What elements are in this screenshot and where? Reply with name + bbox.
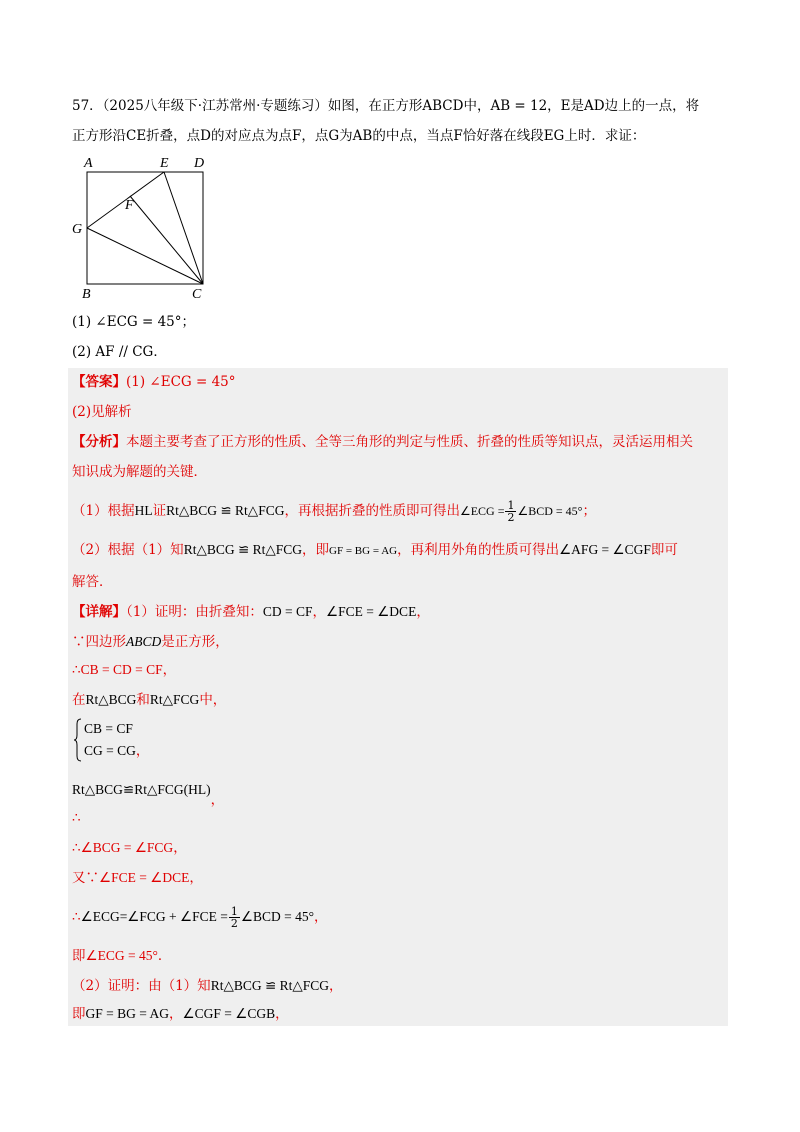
detail-line-7 <box>72 838 187 858</box>
analysis-tag: 【分析】 <box>72 434 126 450</box>
label-b: B <box>82 287 91 302</box>
detail-4e: 中， <box>199 692 227 708</box>
answer-tag: 【答案】 <box>72 374 126 390</box>
detail-7b: ∠BCG = ∠FCG <box>80 840 174 855</box>
question-part-1: (1) ∠ECG = 45°； <box>72 314 196 330</box>
segment-gc <box>87 228 203 284</box>
analysis-frac-den: 2 <box>507 511 515 524</box>
detail-9c: ∠BCD = 45° <box>240 909 315 924</box>
detail-1c: ， <box>312 604 326 620</box>
question-line-2: 正方形沿CE折叠，点D的对应点为点F，点G为AB的中点，当点F恰好落在线段EG上时．求证： <box>72 128 646 144</box>
system-row-1: CB = CF <box>84 721 133 736</box>
question-part-2: (2) AF // CG． <box>72 344 167 360</box>
detail-2c: 是正方形， <box>161 634 229 650</box>
detail-10b: ∠ECG = 45° <box>85 948 158 963</box>
analysis-3a: （1）根据 <box>72 503 135 519</box>
label-c: C <box>192 287 202 302</box>
analysis-3i: ； <box>582 503 596 519</box>
detail-12a: 即 <box>72 1006 86 1022</box>
detail-6c: ， <box>210 792 225 808</box>
analysis-4b: Rt△BCG ≌ Rt△FCG <box>183 542 303 557</box>
detail-line-3 <box>72 660 176 680</box>
detail-12e: ， <box>275 1006 289 1022</box>
label-a: A <box>84 156 93 171</box>
analysis-text-1: 本题主要考查了正方形的性质、全等三角形的判定与性质、折叠的性质等知识点，灵活运用相关 <box>126 434 693 450</box>
analysis-4f: ∠AFG = ∠CGF <box>559 542 651 557</box>
detail-4b: Rt△BCG <box>85 692 137 707</box>
left-brace-icon <box>74 718 82 762</box>
detail-11b: Rt△BCG ≌ Rt△FCG <box>210 978 330 993</box>
analysis-3f: ∠ECG = <box>459 504 505 518</box>
analysis-3e: ，再根据折叠的性质即可得出 <box>284 503 460 519</box>
detail-8c: ， <box>189 870 203 886</box>
detail-tag: 【详解】 <box>72 604 126 620</box>
label-g: G <box>72 222 83 237</box>
geometry-figure <box>70 154 220 304</box>
detail-12b: GF = BG = AG <box>85 1006 169 1021</box>
detail-line-6 <box>72 782 225 810</box>
analysis-4a: （2）根据（1）知 <box>72 542 184 558</box>
analysis-3c: 证 <box>152 503 167 519</box>
analysis-fraction <box>505 500 516 523</box>
system-row-2-comma: ， <box>135 743 150 759</box>
analysis-frac-num: 1 <box>507 499 515 512</box>
answer-line <box>72 372 236 392</box>
label-e: E <box>160 156 169 171</box>
analysis-4e: ，再利用外角的性质可得出 <box>397 542 560 558</box>
detail-8b: ∠FCE = ∠DCE <box>99 870 190 885</box>
analysis-4c: ，即 <box>302 542 330 558</box>
detail-line-11 <box>72 976 343 996</box>
analysis-3d: Rt△BCG ≌ Rt△FCG <box>166 503 285 518</box>
detail-12c: ， <box>169 1006 183 1022</box>
detail-7c: ， <box>173 840 187 856</box>
detail-line-9 <box>72 906 328 929</box>
analysis-3h: ∠BCD = 45° <box>517 504 583 518</box>
detail-line-1 <box>72 602 430 622</box>
answer-2: (2)见解析 <box>72 404 132 420</box>
detail-7a: ∴ <box>72 840 81 856</box>
square-diagram <box>70 154 220 304</box>
segment-ec <box>164 172 203 284</box>
analysis-line-2: 知识成为解题的关键． <box>72 464 207 480</box>
detail-line-12 <box>72 1004 289 1024</box>
detail-9d: ， <box>314 909 328 925</box>
analysis-line-5: 解答． <box>72 574 113 590</box>
detail-4c: 和 <box>136 692 150 708</box>
detail-frac-num: 1 <box>230 905 238 918</box>
detail-line-2 <box>72 632 229 652</box>
analysis-line-1 <box>72 432 693 452</box>
detail-4d: Rt△FCG <box>149 692 200 707</box>
square-abcd <box>87 172 203 284</box>
detail-2b: ABCD <box>126 634 162 649</box>
detail-10c: ． <box>157 948 172 964</box>
detail-3c: ， <box>162 662 177 678</box>
system-row-2-eq: CG = CG <box>84 743 136 758</box>
analysis-3b: HL <box>134 503 153 518</box>
detail-3a: ∴ <box>72 662 81 678</box>
detail-1d: ∠FCE = ∠DCE <box>325 604 417 619</box>
detail-frac-den: 2 <box>230 917 238 930</box>
detail-2a: ∵四边形 <box>72 634 126 650</box>
question-line-1: 57．（2025八年级下·江苏常州·专题练习）如图，在正方形ABCD中，AB = 12，E是AD边上的一点，将 <box>72 98 700 114</box>
detail-11c: ， <box>329 978 343 994</box>
detail-fraction <box>229 906 240 929</box>
detail-6b: Rt△BCG≌Rt△FCG(HL) <box>72 782 211 797</box>
detail-11a: （2）证明：由（1）知 <box>72 978 211 994</box>
detail-9b: ∠ECG=∠FCG + ∠FCE = <box>80 909 228 924</box>
detail-8a: 又∵ <box>72 870 99 886</box>
detail-line-6-therefore: ∴ <box>72 810 81 826</box>
detail-1a: （1）证明：由折叠知： <box>126 604 263 620</box>
detail-line-8 <box>72 868 203 888</box>
detail-10a: 即 <box>72 948 86 964</box>
system-row-2 <box>84 740 149 762</box>
detail-12d: ∠CGF = ∠CGB <box>182 1006 276 1021</box>
detail-line-10 <box>72 946 171 966</box>
detail-9a: ∴ <box>72 909 81 925</box>
segment-fc <box>130 196 203 284</box>
detail-4a: 在 <box>72 692 86 708</box>
detail-1b: CD = CF <box>262 604 313 619</box>
analysis-line-3 <box>72 500 596 523</box>
analysis-4d: GF = BG = AG <box>329 545 398 557</box>
answer-1: (1) ∠ECG = 45° <box>126 374 236 390</box>
analysis-line-4 <box>72 540 678 561</box>
analysis-4g: 即可 <box>650 542 678 558</box>
detail-1e: ， <box>416 604 430 620</box>
label-d: D <box>194 156 205 171</box>
label-f: F <box>125 198 134 213</box>
detail-line-4 <box>72 690 226 710</box>
detail-3b: CB = CD = CF <box>80 662 163 677</box>
